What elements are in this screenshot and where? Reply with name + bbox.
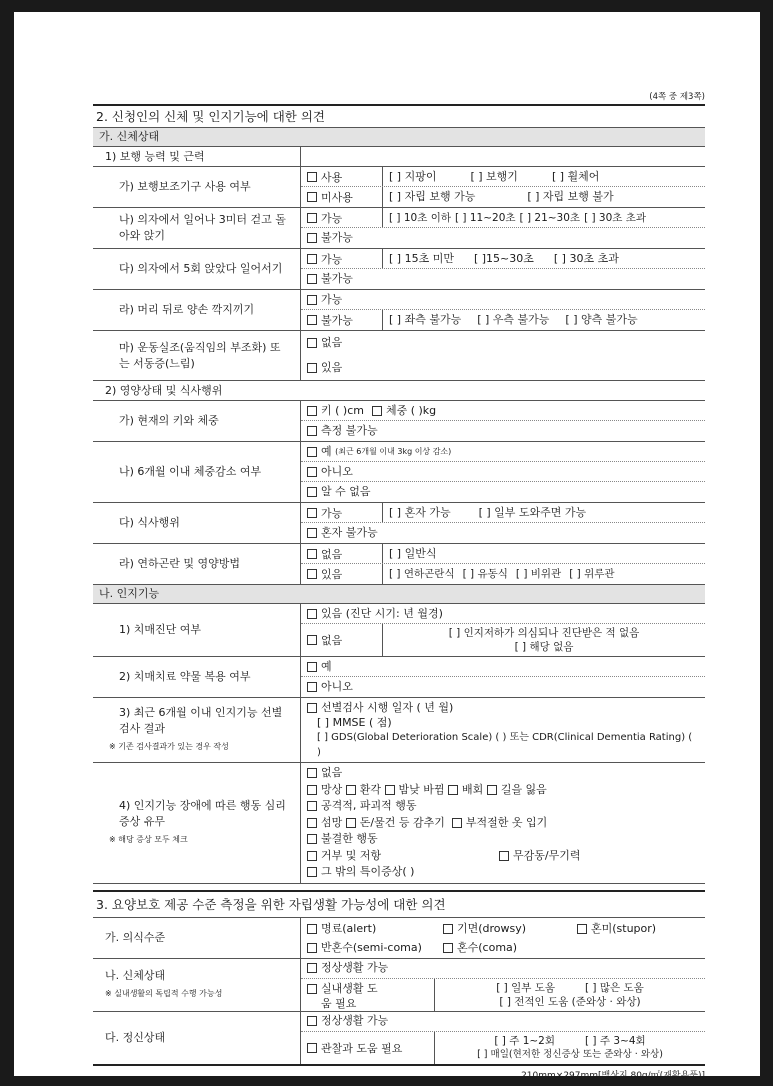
tug-label: 나) 의자에서 일어나 3미터 걷고 돌아와 앉기 [93, 208, 301, 248]
med-yes-text: 예 [321, 659, 332, 673]
aid-label: 가) 보행보조기구 사용 여부 [93, 167, 301, 207]
bpsd-daynight-text: 밤낮 바뀜 [398, 782, 445, 796]
bpsd-lost-text: 길을 잃음 [500, 782, 547, 796]
tug-option[interactable]: [ ] 11~20초 [455, 211, 516, 224]
height-label: 가) 현재의 키와 체중 [93, 401, 301, 441]
body-help-option[interactable]: [ ] 많은 도움 [585, 981, 644, 994]
eat-no-checkbox[interactable] [307, 528, 317, 538]
ataxia-yes-checkbox[interactable] [307, 363, 317, 373]
med-label: 2) 치매치료 약물 복용 여부 [93, 657, 301, 697]
screen-date-text[interactable]: 선별검사 시행 일자 ( 년 월) [321, 701, 454, 714]
swallow-yes-text: 있음 [321, 568, 343, 581]
tug-no-checkbox[interactable] [307, 233, 317, 243]
bpsd-unclean-checkbox[interactable] [307, 834, 317, 844]
bpsd-note: ※ 해당 증상 모두 체크 [109, 834, 188, 844]
ataxia-yes-text: 있음 [321, 360, 343, 374]
eat-option[interactable]: [ ] 혼자 가능 [389, 505, 451, 519]
med-yes-checkbox[interactable] [307, 662, 317, 672]
screen-date-checkbox[interactable] [307, 703, 317, 713]
dx-label: 1) 치매진단 여부 [93, 604, 301, 656]
mind-label: 다. 정신상태 [93, 1012, 301, 1064]
tug-option[interactable]: [ ] 10초 이하 [389, 211, 451, 224]
form-sheet [14, 12, 760, 1081]
aid-use-text: 사용 [321, 170, 343, 184]
hands-option[interactable]: [ ] 양측 불가능 [565, 313, 638, 326]
body-help-option[interactable]: [ ] 전적인 도움 (준와상 · 와상) [499, 995, 641, 1008]
hands-no-text: 불가능 [321, 314, 353, 327]
mind-help-option[interactable]: [ ] 매일(현저한 정신증상 또는 준와상 · 와상) [477, 1048, 663, 1060]
ataxia-none-text: 없음 [321, 336, 343, 350]
stand-no-text: 불가능 [321, 272, 353, 285]
bpsd-halluc-checkbox[interactable] [346, 785, 356, 795]
swallow-none-checkbox[interactable] [307, 549, 317, 559]
mind-help-text: 관찰과 도움 필요 [321, 1041, 403, 1055]
mind-help-option[interactable]: [ ] 주 1~2회 [494, 1034, 555, 1047]
aid-none-checkbox[interactable] [307, 192, 317, 202]
bpsd-aggr-text: 공격적, 파괴적 행동 [321, 799, 417, 812]
eat-yes-text: 가능 [321, 506, 343, 520]
body-help-text: 실내생활 도움 필요 [321, 981, 378, 1010]
bpsd-hide-text: 돈/물건 등 감추기 [359, 815, 445, 829]
bpsd-delirium-checkbox[interactable] [307, 818, 317, 828]
loss-no-checkbox[interactable] [307, 467, 317, 477]
bpsd-other-checkbox[interactable] [307, 867, 317, 877]
mind-help-checkbox[interactable] [307, 1043, 317, 1053]
swallow-option[interactable]: [ ] 유동식 [462, 568, 508, 580]
cognitive-heading: 나. 인지기능 [93, 585, 705, 604]
bpsd-label: 4) 인지기능 장애에 따른 행동 심리증상 유무 [119, 798, 286, 828]
mind-help-option[interactable]: [ ] 주 3~4회 [585, 1034, 646, 1047]
weight-checkbox[interactable] [372, 406, 382, 416]
stand-yes-checkbox[interactable] [307, 254, 317, 264]
physical-heading: 가. 신체상태 [93, 128, 705, 147]
aid-none-text: 미사용 [321, 191, 353, 204]
bpsd-halluc-text: 환각 [359, 782, 382, 796]
loss-yes-checkbox[interactable] [307, 447, 317, 457]
hands-yes-text: 가능 [321, 292, 343, 306]
med-no-text: 아니오 [321, 680, 353, 693]
alert-text: 명료(alert) [321, 921, 377, 935]
aid-option[interactable]: [ ] 지팡이 [389, 169, 437, 183]
aid-none-option[interactable]: [ ] 자립 보행 가능 [389, 190, 476, 203]
tug-option[interactable]: [ ] 21~30초 [519, 211, 581, 224]
swallow-label: 라) 연하곤란 및 영양방법 [93, 544, 301, 584]
bpsd-refuse-checkbox[interactable] [307, 851, 317, 861]
stand-label: 다) 의자에서 5회 앉았다 일어서기 [93, 249, 301, 289]
stupor-text: 혼미(stupor) [591, 921, 657, 935]
bpsd-dress-text: 부적절한 옷 입기 [465, 815, 548, 829]
bpsd-delusion-checkbox[interactable] [307, 785, 317, 795]
hands-yes-checkbox[interactable] [307, 295, 317, 305]
eat-no-text: 혼자 불가능 [321, 526, 378, 539]
mind-normal-text: 정상생활 가능 [321, 1014, 389, 1027]
swallow-option[interactable]: [ ] 연하곤란식 [389, 568, 455, 580]
bpsd-daynight-checkbox[interactable] [385, 785, 395, 795]
aid-option[interactable]: [ ] 보행기 [470, 169, 518, 183]
height-unable-text: 측정 불가능 [321, 424, 378, 437]
swallow-none-option[interactable]: [ ] 일반식 [389, 546, 437, 560]
dx-no-text: 없음 [321, 634, 343, 647]
body-normal-text: 정상생활 가능 [321, 961, 389, 974]
med-no-checkbox[interactable] [307, 682, 317, 692]
form-content [93, 90, 705, 1081]
conscious-label: 가. 의식수준 [93, 918, 301, 958]
body-normal-checkbox[interactable] [307, 963, 317, 973]
bpsd-delusion-text: 망상 [321, 782, 343, 796]
tug-yes-text: 가능 [321, 211, 343, 225]
drowsy-checkbox[interactable] [443, 924, 453, 934]
alert-checkbox[interactable] [307, 924, 317, 934]
dx-yes-text[interactable]: 있음 (진단 시기: 년 월경) [321, 606, 443, 620]
coma-checkbox[interactable] [443, 943, 453, 953]
dx-no-option[interactable]: [ ] 해당 없음 [514, 641, 574, 653]
dx-no-option[interactable]: [ ] 인지저하가 의심되나 진단받은 적 없음 [448, 627, 640, 639]
dx-yes-checkbox[interactable] [307, 609, 317, 619]
loss-yes-note: (최근 6개월 이내 3kg 이상 감소) [335, 446, 452, 456]
screen-mmse[interactable]: [ ] MMSE ( 점) [317, 716, 392, 729]
dx-no-checkbox[interactable] [307, 635, 317, 645]
bpsd-wander-checkbox[interactable] [448, 785, 458, 795]
bpsd-delirium-text: 섬망 [321, 815, 343, 829]
ataxia-none-checkbox[interactable] [307, 338, 317, 348]
bpsd-lost-checkbox[interactable] [487, 785, 497, 795]
hands-option[interactable]: [ ] 좌측 불가능 [389, 313, 462, 326]
walking-heading-blank [301, 147, 705, 166]
tug-no-text: 불가능 [321, 231, 353, 244]
screen-label: 3) 최근 6개월 이내 인지기능 선별검사 결과 [119, 706, 283, 735]
bpsd-hide-checkbox[interactable] [346, 818, 356, 828]
bpsd-wander-text: 배회 [462, 782, 484, 796]
section3-title: 3. 요양보호 제공 수준 측정을 위한 자립생활 가능성에 대한 의견 [93, 890, 705, 918]
loss-unknown-checkbox[interactable] [307, 487, 317, 497]
bpsd-apathy-checkbox[interactable] [499, 851, 509, 861]
swallow-none-text: 없음 [321, 547, 343, 561]
loss-yes-text: 예 [321, 444, 332, 458]
section2-title: 2. 신청인의 신체 및 인지기능에 대한 의견 [93, 104, 705, 128]
body-label: 나. 신체상태 [105, 968, 166, 982]
screen-gds[interactable]: [ ] GDS(Global Deterioration Scale) ( ) 또는 CDR(Clinical Dementia Rating) ( ) [317, 732, 693, 758]
ataxia-label: 마) 운동실조(움직임의 부조화) 또는 서동증(느림) [93, 331, 301, 380]
loss-unknown-text: 알 수 없음 [321, 485, 371, 498]
semicoma-checkbox[interactable] [307, 943, 317, 953]
bpsd-none-checkbox[interactable] [307, 768, 317, 778]
body-help-option[interactable]: [ ] 일부 도움 [496, 981, 555, 994]
drowsy-text: 기면(drowsy) [457, 921, 527, 935]
eat-label: 다) 식사행위 [93, 503, 301, 543]
bpsd-aggr-checkbox[interactable] [307, 801, 317, 811]
page-number: (4쪽 중 제3쪽) [649, 92, 705, 102]
body-help-checkbox[interactable] [307, 984, 317, 994]
swallow-option[interactable]: [ ] 위루관 [569, 568, 615, 580]
swallow-option[interactable]: [ ] 비위관 [515, 568, 562, 580]
hands-no-checkbox[interactable] [307, 315, 317, 325]
eat-yes-checkbox[interactable] [307, 508, 317, 518]
body-note: ※ 실내생활의 독립적 수행 가능성 [105, 988, 223, 998]
mind-normal-checkbox[interactable] [307, 1016, 317, 1026]
aid-option[interactable]: [ ] 휠체어 [551, 169, 600, 183]
stand-option[interactable]: [ ] 15초 미만 [389, 251, 454, 265]
tug-option[interactable]: [ ] 30초 초과 [584, 211, 647, 224]
bpsd-other-text[interactable]: 그 밖의 특이증상( ) [321, 865, 415, 878]
loss-label: 나) 6개월 이내 체중감소 여부 [93, 442, 301, 502]
swallow-yes-checkbox[interactable] [307, 569, 317, 579]
coma-text: 혼수(coma) [457, 940, 518, 954]
stand-yes-text: 가능 [321, 252, 343, 266]
aid-none-option[interactable]: [ ] 자립 보행 불가 [527, 190, 614, 203]
walking-heading: 1) 보행 능력 및 근력 [93, 147, 301, 166]
height-text[interactable]: 키 ( )cm [321, 403, 364, 417]
bpsd-none-text: 없음 [321, 766, 343, 779]
stand-option[interactable]: [ ] 30초 초과 [553, 251, 619, 265]
height-unable-checkbox[interactable] [307, 426, 317, 436]
bpsd-refuse-text: 거부 및 저항 [321, 848, 382, 862]
loss-no-text: 아니오 [321, 464, 353, 478]
aid-use-checkbox[interactable] [307, 172, 317, 182]
weight-text[interactable]: 체중 ( )kg [385, 403, 437, 417]
height-checkbox[interactable] [307, 406, 317, 416]
hands-option[interactable]: [ ] 우측 불가능 [477, 313, 550, 326]
tug-yes-checkbox[interactable] [307, 213, 317, 223]
semicoma-text: 반혼수(semi-coma) [321, 940, 422, 954]
screen-note: ※ 기존 검사결과가 있는 경우 작성 [109, 742, 229, 751]
nutrition-heading: 2) 영양상태 및 식사행위 [105, 383, 223, 397]
stupor-checkbox[interactable] [577, 924, 587, 934]
paper-spec-footer: 210mm×297mm[백상지 80g/㎡(재활용품)] [521, 1070, 705, 1081]
bpsd-dress-checkbox[interactable] [452, 818, 462, 828]
bpsd-apathy-text: 무감동/무기력 [513, 848, 581, 862]
stand-option[interactable]: [ ]15~30초 [473, 251, 534, 265]
hands-label: 라) 머리 뒤로 양손 깍지끼기 [93, 290, 301, 330]
bpsd-unclean-text: 불결한 행동 [321, 832, 378, 845]
stand-no-checkbox[interactable] [307, 274, 317, 284]
eat-option[interactable]: [ ] 일부 도와주면 가능 [478, 505, 587, 519]
